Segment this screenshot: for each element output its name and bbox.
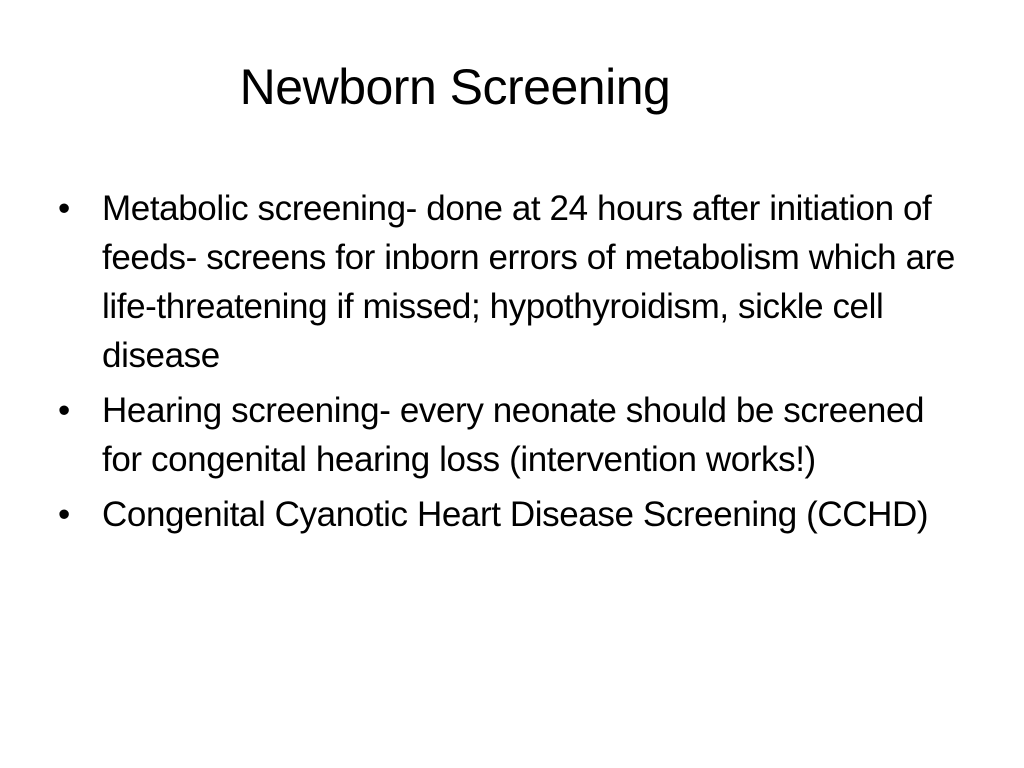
bullet-item-cchd-screening [58, 490, 968, 539]
bullet-item-metabolic-screening [58, 184, 968, 380]
bullet-icon: • [58, 189, 70, 228]
bullet-text: Hearing screening- every neonate should be screened for congenital hearing loss (intervention works!) [102, 391, 925, 479]
bullet-list [58, 184, 968, 545]
bullet-icon: • [58, 391, 70, 430]
slide-title: Newborn Screening [239, 59, 671, 115]
bullet-item-hearing-screening [58, 386, 968, 484]
bullet-icon: • [58, 495, 70, 534]
bullet-text: Metabolic screening- done at 24 hours after initiation of feeds- screens for inborn errors of metabolism which are life-threatening if missed; hypothyroidism, sickle cell disease [102, 189, 955, 375]
bullet-text: Congenital Cyanotic Heart Disease Screening (CCHD) [102, 495, 929, 534]
